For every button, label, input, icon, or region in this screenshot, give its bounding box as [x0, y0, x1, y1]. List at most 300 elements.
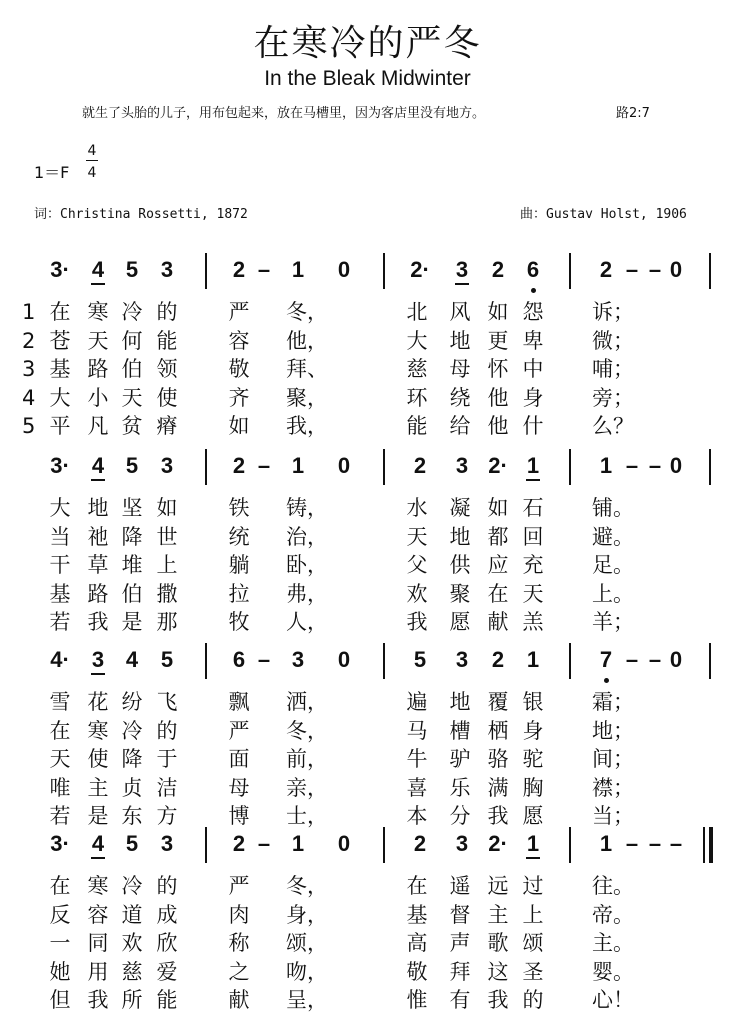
lyric-char: 若 — [49, 804, 71, 828]
lyric-char: 有 — [449, 988, 471, 1012]
lyric-char: 地； — [592, 718, 634, 743]
note: 0 — [337, 831, 351, 856]
lyric-char: 降 — [121, 524, 143, 549]
note: 0 — [669, 257, 683, 282]
notation-row — [0, 829, 735, 863]
lyric-line — [0, 523, 735, 553]
lyric-char: 撒 — [156, 581, 178, 606]
note: 0 — [669, 647, 683, 672]
note: 3· — [50, 257, 70, 282]
lyric-char: 何 — [121, 328, 143, 353]
lyric-char: 在 — [49, 718, 71, 743]
lyric-char: 但 — [49, 988, 71, 1012]
lyric-char: 愿 — [522, 804, 544, 828]
lyric-char: 治， — [286, 524, 328, 549]
note: 2 — [599, 257, 613, 282]
note: 3 — [447, 255, 477, 285]
lyric-char: 骆 — [487, 747, 509, 771]
lyric-char: 严 — [228, 718, 250, 743]
note: 0 — [337, 647, 351, 672]
lyric-char: 乐 — [449, 775, 471, 800]
lyric-char: 帝。 — [592, 902, 634, 927]
lyric-line — [0, 412, 735, 442]
lyric-char: 愿 — [449, 610, 471, 634]
lyric-char: 供 — [449, 553, 471, 577]
lyric-char: 使 — [87, 747, 109, 771]
lyric-line — [0, 327, 735, 357]
lyric-char: 过 — [522, 874, 544, 898]
note: 1 — [599, 453, 613, 478]
lyric-char: 中 — [522, 357, 544, 381]
lyric-line — [0, 745, 735, 775]
lyricist-credit: 词：Christina Rossetti, 1872 — [34, 207, 248, 222]
note: 1 — [291, 831, 305, 856]
lyric-char: 满 — [487, 775, 509, 800]
note: – — [257, 453, 271, 478]
lyric-char: 当； — [592, 804, 634, 828]
lyric-char: 绕 — [449, 385, 471, 410]
bar-line — [383, 643, 385, 679]
lyric-char: 是 — [121, 610, 143, 634]
note: – — [257, 647, 271, 672]
lyric-char: 主。 — [592, 931, 634, 955]
note: – — [257, 257, 271, 282]
note: 2· — [488, 453, 508, 478]
lower-octave-dot — [531, 288, 536, 293]
lyric-char: 容 — [87, 902, 109, 927]
lyric-char: 天 — [522, 581, 544, 606]
lyric-char: 称 — [228, 931, 250, 955]
lyric-char: 环 — [406, 385, 428, 410]
lyric-char: 歌 — [487, 931, 509, 955]
lyric-char: 我 — [87, 610, 109, 634]
lyric-char: 羊； — [592, 610, 634, 634]
lyric-line — [0, 872, 735, 902]
lyric-char: 祂 — [87, 524, 109, 549]
lyric-char: 什 — [522, 414, 544, 438]
notation-row — [0, 451, 735, 485]
lyric-char: 更 — [487, 328, 509, 353]
lyric-char: 容 — [228, 328, 250, 353]
lyric-char: 呈， — [286, 988, 328, 1012]
lyric-char: 领 — [156, 357, 178, 381]
lyric-char: 的 — [156, 718, 178, 743]
lyric-char: 使 — [156, 385, 178, 410]
note: 4 — [83, 829, 113, 859]
note: 6 — [526, 257, 540, 282]
key-signature: 1＝F — [34, 163, 70, 182]
lyric-char: 齐 — [228, 385, 250, 410]
note: – — [625, 453, 639, 478]
lyric-line — [0, 901, 735, 931]
lyric-char: 驼 — [522, 747, 544, 771]
lyric-char: 坚 — [121, 496, 143, 520]
bar-line — [569, 827, 571, 863]
lyric-char: 伯 — [121, 581, 143, 606]
lyric-line — [0, 298, 735, 328]
lyric-char: 基 — [49, 357, 71, 381]
note: 4 — [83, 451, 113, 481]
note: 5 — [125, 831, 139, 856]
lyric-char: 母 — [449, 357, 471, 381]
verse-number: 4 — [22, 385, 36, 410]
lyric-char: 诉； — [592, 300, 634, 324]
lyric-char: 喜 — [406, 775, 428, 800]
lyric-char: 我 — [487, 804, 509, 828]
lyric-char: 用 — [87, 959, 109, 984]
note: 2 — [232, 257, 246, 282]
lyric-char: 慈 — [406, 357, 428, 381]
lyric-char: 回 — [522, 524, 544, 549]
bar-line — [709, 253, 711, 289]
lyric-char: 伯 — [121, 357, 143, 381]
lyric-char: 敬 — [406, 959, 428, 984]
lyric-char: 分 — [449, 804, 471, 828]
lyric-char: 这 — [487, 959, 509, 984]
bar-line — [205, 643, 207, 679]
lyric-char: 如 — [487, 496, 509, 520]
lyric-char: 基 — [406, 902, 428, 927]
bar-line — [709, 827, 713, 863]
lyric-char: 身 — [522, 385, 544, 410]
lyric-char: 天 — [406, 524, 428, 549]
note: 3 — [83, 645, 113, 675]
lyric-char: 士， — [286, 804, 328, 828]
lyric-char: 哺； — [592, 357, 634, 381]
lyric-char: 同 — [87, 931, 109, 955]
bar-line — [569, 253, 571, 289]
lyric-char: 牛 — [406, 747, 428, 771]
lyric-char: 于 — [156, 747, 178, 771]
lyric-char: 怀 — [487, 357, 509, 381]
lyric-char: 远 — [487, 874, 509, 898]
note: 2 — [413, 453, 427, 478]
lyric-char: 母 — [228, 775, 250, 800]
lyric-char: 在 — [49, 874, 71, 898]
lyric-char: 是 — [87, 804, 109, 828]
lyric-char: 旁； — [592, 385, 634, 410]
verse-number: 1 — [22, 300, 36, 324]
note: 3 — [160, 831, 174, 856]
lyric-char: 胸 — [522, 775, 544, 800]
lyric-char: 冷 — [121, 300, 143, 324]
lyric-line — [0, 688, 735, 718]
lyric-char: 么？ — [592, 414, 634, 438]
lyric-char: 如 — [156, 496, 178, 520]
lyric-char: 爱 — [156, 959, 178, 984]
scripture-verse: 就生了头胎的儿子，用布包起来，放在马槽里，因为客店里没有地方。 — [82, 106, 486, 121]
lyric-char: 铁 — [228, 496, 250, 520]
lyric-char: 应 — [487, 553, 509, 577]
note: 7 — [599, 647, 613, 672]
time-divider — [86, 160, 98, 161]
lyric-char: 我， — [286, 414, 328, 438]
note: 2 — [232, 831, 246, 856]
lyric-char: 牧 — [228, 610, 250, 634]
lyric-char: 地 — [449, 524, 471, 549]
lyric-char: 马 — [406, 718, 428, 743]
lyric-char: 世 — [156, 524, 178, 549]
lyric-char: 欣 — [156, 931, 178, 955]
lyric-char: 地 — [449, 328, 471, 353]
time-top: 4 — [87, 143, 97, 159]
lyric-char: 能 — [156, 988, 178, 1012]
verse-number: 2 — [22, 328, 36, 353]
lyric-char: 身 — [522, 718, 544, 743]
bar-line — [383, 253, 385, 289]
lyric-char: 间； — [592, 747, 634, 771]
lyric-char: 花 — [87, 690, 109, 714]
lyric-char: 风 — [449, 300, 471, 324]
notation-row — [0, 255, 735, 289]
lyric-line — [0, 551, 735, 581]
lyric-char: 拜 — [449, 959, 471, 984]
lyric-char: 寒 — [87, 874, 109, 898]
lyric-char: 前， — [286, 747, 328, 771]
note: 1 — [526, 647, 540, 672]
lyric-char: 之 — [228, 959, 250, 984]
lyric-line — [0, 717, 735, 747]
note: 2 — [491, 647, 505, 672]
lyric-char: 避。 — [592, 524, 634, 549]
bar-line — [383, 449, 385, 485]
note: 3 — [160, 257, 174, 282]
lyric-char: 高 — [406, 931, 428, 955]
lyric-char: 大 — [49, 496, 71, 520]
lyric-char: 所 — [121, 988, 143, 1012]
bar-line — [569, 643, 571, 679]
lyric-char: 道 — [121, 902, 143, 927]
lyric-char: 霜； — [592, 690, 634, 714]
note: 4· — [50, 647, 70, 672]
lyric-line — [0, 958, 735, 988]
lyric-char: 羔 — [522, 610, 544, 634]
lyric-char: 纷 — [121, 690, 143, 714]
lyric-char: 他 — [487, 414, 509, 438]
lyric-char: 襟； — [592, 775, 634, 800]
lyric-char: 婴。 — [592, 959, 634, 984]
bar-line — [709, 643, 711, 679]
lyric-char: 反 — [49, 902, 71, 927]
lyric-char: 欢 — [121, 931, 143, 955]
lyric-char: 洒， — [286, 690, 328, 714]
lyric-char: 她 — [49, 959, 71, 984]
note: – — [625, 647, 639, 672]
lyric-char: 聚， — [286, 385, 328, 410]
bar-line — [709, 449, 711, 485]
lyric-char: 颂， — [286, 931, 328, 955]
lyric-char: 颂 — [522, 931, 544, 955]
lyric-char: 在 — [487, 581, 509, 606]
lyric-char: 怨 — [522, 300, 544, 324]
note: 1 — [291, 453, 305, 478]
lyric-char: 遍 — [406, 690, 428, 714]
note: 0 — [337, 453, 351, 478]
note: – — [648, 647, 662, 672]
lyric-line — [0, 986, 735, 1016]
lyric-char: 聚 — [449, 581, 471, 606]
lyric-char: 当 — [49, 524, 71, 549]
note: – — [257, 831, 271, 856]
lyric-char: 路 — [87, 357, 109, 381]
lyric-char: 父 — [406, 553, 428, 577]
lyric-char: 栖 — [487, 718, 509, 743]
lyric-char: 降 — [121, 747, 143, 771]
lyric-char: 统 — [228, 524, 250, 549]
lyric-char: 上。 — [592, 581, 634, 606]
lyric-char: 的 — [522, 988, 544, 1012]
bar-line — [205, 253, 207, 289]
lyric-char: 本 — [406, 804, 428, 828]
lower-octave-dot — [604, 678, 609, 683]
lyric-char: 充 — [522, 553, 544, 577]
lyric-char: 冬， — [286, 718, 328, 743]
lyric-char: 瘠 — [156, 414, 178, 438]
note: – — [625, 831, 639, 856]
lyric-char: 地 — [449, 690, 471, 714]
lyric-char: 敬 — [228, 357, 250, 381]
lyric-char: 平 — [49, 414, 71, 438]
notation-row — [0, 645, 735, 679]
lyric-char: 卧， — [286, 553, 328, 577]
note: – — [648, 257, 662, 282]
lyric-char: 博 — [228, 804, 250, 828]
lyric-char: 上 — [522, 902, 544, 927]
lyric-char: 能 — [406, 414, 428, 438]
note: – — [669, 831, 683, 856]
note: 3 — [291, 647, 305, 672]
lyric-char: 地 — [87, 496, 109, 520]
note: 1 — [518, 829, 548, 859]
lyric-char: 献 — [487, 610, 509, 634]
lyric-char: 凝 — [449, 496, 471, 520]
lyric-char: 在 — [49, 300, 71, 324]
lyric-char: 严 — [228, 874, 250, 898]
lyric-char: 铸， — [286, 496, 328, 520]
lyric-char: 他 — [487, 385, 509, 410]
note: 2 — [491, 257, 505, 282]
lyric-char: 如 — [228, 414, 250, 438]
lyric-char: 银 — [522, 690, 544, 714]
note: 6 — [232, 647, 246, 672]
lyric-char: 堆 — [121, 553, 143, 577]
lyric-line — [0, 802, 735, 832]
note: 5 — [413, 647, 427, 672]
note: 4 — [125, 647, 139, 672]
time-bottom: 4 — [87, 165, 97, 181]
lyric-char: 往。 — [592, 874, 634, 898]
lyric-char: 弗， — [286, 581, 328, 606]
note: – — [625, 257, 639, 282]
note: 4 — [83, 255, 113, 285]
bar-line — [569, 449, 571, 485]
lyric-char: 成 — [156, 902, 178, 927]
lyric-char: 亲， — [286, 775, 328, 800]
lyric-char: 覆 — [487, 690, 509, 714]
lyric-char: 惟 — [406, 988, 428, 1012]
lyric-char: 大 — [406, 328, 428, 353]
note: 1 — [291, 257, 305, 282]
bar-line — [205, 449, 207, 485]
note: 5 — [125, 257, 139, 282]
lyric-char: 冷 — [121, 874, 143, 898]
lyric-char: 基 — [49, 581, 71, 606]
lyric-char: 石 — [522, 496, 544, 520]
lyric-char: 我 — [487, 988, 509, 1012]
lyric-char: 冬， — [286, 874, 328, 898]
lyric-char: 干 — [49, 553, 71, 577]
lyric-char: 主 — [87, 775, 109, 800]
lyric-char: 东 — [121, 804, 143, 828]
lyric-char: 心！ — [592, 988, 634, 1012]
note: 0 — [337, 257, 351, 282]
lyric-char: 我 — [87, 988, 109, 1012]
lyric-char: 铺。 — [592, 496, 634, 520]
lyric-line — [0, 580, 735, 610]
lyric-char: 寒 — [87, 718, 109, 743]
lyric-char: 拜、 — [286, 357, 328, 381]
lyric-char: 的 — [156, 300, 178, 324]
lyric-char: 如 — [487, 300, 509, 324]
note: 3 — [455, 831, 469, 856]
note: 5 — [125, 453, 139, 478]
note: – — [648, 453, 662, 478]
song-subtitle: In the Bleak Midwinter — [264, 67, 471, 90]
note: 3· — [50, 831, 70, 856]
lyric-char: 献 — [228, 988, 250, 1012]
lyric-char: 足。 — [592, 553, 634, 577]
lyric-char: 槽 — [449, 718, 471, 743]
note: – — [648, 831, 662, 856]
lyric-line — [0, 774, 735, 804]
bar-line — [383, 827, 385, 863]
lyric-char: 主 — [487, 902, 509, 927]
final-bar-line — [703, 827, 705, 863]
lyric-char: 声 — [449, 931, 471, 955]
lyric-char: 遥 — [449, 874, 471, 898]
lyric-char: 苍 — [49, 328, 71, 353]
lyric-char: 严 — [228, 300, 250, 324]
lyric-char: 督 — [449, 902, 471, 927]
lyric-char: 给 — [449, 414, 471, 438]
lyric-line — [0, 494, 735, 524]
note: 5 — [160, 647, 174, 672]
note: 3 — [160, 453, 174, 478]
lyric-char: 凡 — [87, 414, 109, 438]
lyric-char: 洁 — [156, 775, 178, 800]
lyric-char: 雪 — [49, 690, 71, 714]
lyric-char: 大 — [49, 385, 71, 410]
verse-number: 5 — [22, 414, 36, 438]
lyric-char: 在 — [406, 874, 428, 898]
lyric-char: 身， — [286, 902, 328, 927]
lyric-char: 水 — [406, 496, 428, 520]
lyric-char: 驴 — [449, 747, 471, 771]
lyric-char: 飞 — [156, 690, 178, 714]
song-title: 在寒冷的严冬 — [253, 23, 482, 64]
lyric-char: 拉 — [228, 581, 250, 606]
note: 3 — [455, 647, 469, 672]
lyric-char: 躺 — [228, 553, 250, 577]
note: 2 — [232, 453, 246, 478]
lyric-char: 面 — [228, 747, 250, 771]
lyric-char: 方 — [156, 804, 178, 828]
lyric-char: 慈 — [121, 959, 143, 984]
lyric-char: 一 — [49, 931, 71, 955]
lyric-char: 卑 — [522, 328, 544, 353]
lyric-line — [0, 608, 735, 638]
note: 2· — [410, 257, 430, 282]
